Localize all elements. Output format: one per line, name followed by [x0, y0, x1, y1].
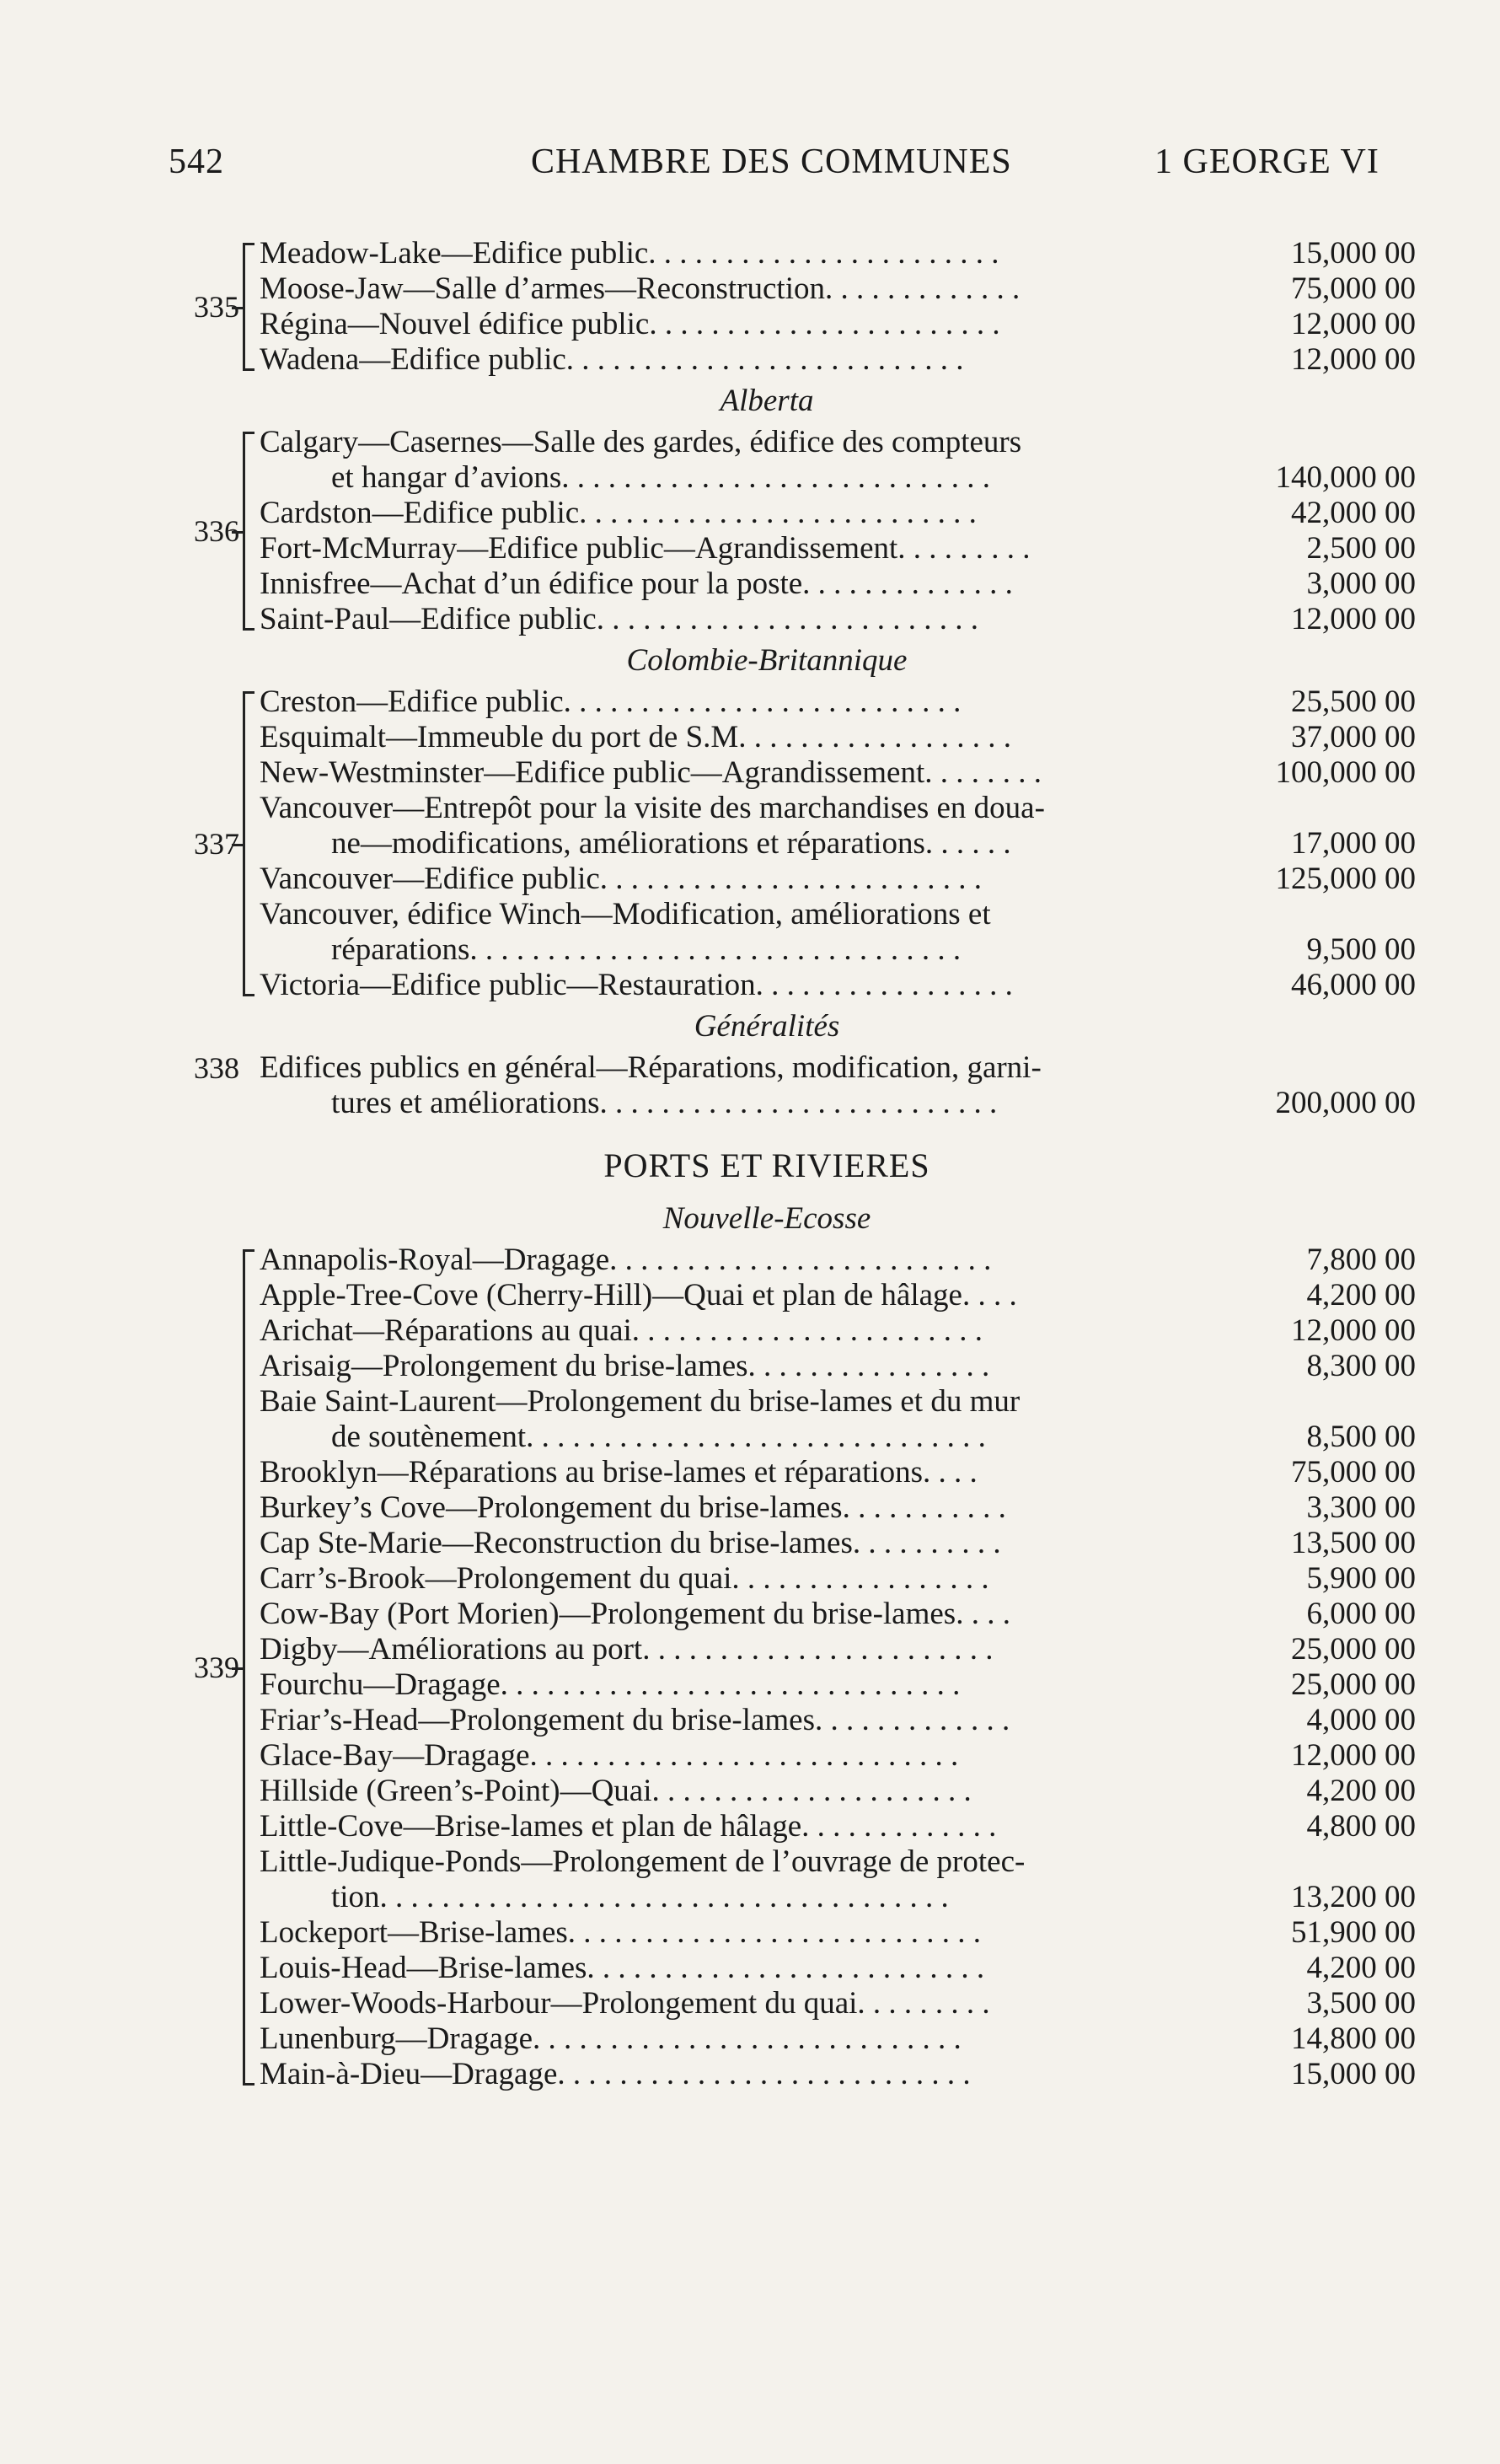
estimate-amount: 17,000 00 [1291, 826, 1416, 861]
vote-number: 339 [194, 1651, 239, 1684]
estimate-amount: 15,000 00 [1291, 236, 1416, 271]
description-line: Creston—Edifice public. . . . . . . . . . . . . . . . . . . . . . . . . . [260, 684, 962, 719]
estimate-row [0, 1455, 1500, 1490]
description-line: Baie Saint-Laurent—Prolongement du brise-lames et du mur [260, 1384, 1021, 1419]
description-line: Digby—Améliorations au port. . . . . . . . . . . . . . . . . . . . . . . [260, 1632, 994, 1667]
description-continuation: et hangar d’avions. . . . . . . . . . . . . . . . . . . . . . . . . . . . [331, 460, 991, 495]
estimate-amount: 25,500 00 [1291, 684, 1416, 719]
estimate-amount: 4,200 00 [1306, 1774, 1416, 1808]
estimate-description [260, 1050, 1212, 1121]
estimate-description [260, 1774, 1212, 1809]
description-line: Annapolis-Royal—Dragage. . . . . . . . . . . . . . . . . . . . . . . . . [260, 1243, 992, 1277]
estimate-description [260, 1278, 1212, 1313]
description-line: Lockeport—Brise-lames. . . . . . . . . . . . . . . . . . . . . . . . . . . [260, 1915, 982, 1950]
estimate-amount: 37,000 00 [1291, 720, 1416, 754]
vote-group [0, 425, 1500, 637]
vote-number: 335 [194, 290, 239, 324]
estimate-description [260, 1490, 1212, 1526]
estimate-amount: 9,500 00 [1306, 932, 1416, 967]
estimate-description [260, 1313, 1212, 1349]
estimate-row [0, 1774, 1500, 1809]
estimate-amount: 200,000 00 [1275, 1086, 1416, 1120]
subsection-heading: Colombie-Britannique [626, 643, 908, 678]
estimate-row [0, 1490, 1500, 1526]
description-line: Friar’s-Head—Prolongement du brise-lames. . . . . . . . . . . . . [260, 1703, 1010, 1737]
description-line: Brooklyn—Réparations au brise-lames et réparations. . . . [260, 1455, 978, 1490]
estimate-description [260, 862, 1212, 897]
estimate-amount: 4,800 00 [1306, 1809, 1416, 1844]
estimate-description [260, 1738, 1212, 1774]
vote-number: 336 [194, 514, 239, 548]
estimate-description [260, 236, 1212, 271]
description-continuation: tures et améliorations. . . . . . . . . . . . . . . . . . . . . . . . . . [331, 1086, 998, 1120]
estimate-amount: 125,000 00 [1275, 862, 1416, 896]
description-line: Main-à-Dieu—Dragage. . . . . . . . . . . . . . . . . . . . . . . . . . . [260, 2057, 971, 2091]
estimate-description [260, 602, 1212, 637]
description-continuation: de soutènement. . . . . . . . . . . . . . . . . . . . . . . . . . . . . . [331, 1420, 986, 1454]
brace-point [232, 307, 244, 309]
estimate-row [0, 1738, 1500, 1774]
page-header [0, 142, 1500, 192]
estimate-amount: 12,000 00 [1291, 602, 1416, 636]
estimate-row [0, 1703, 1500, 1738]
estimate-row [0, 1809, 1500, 1844]
description-line: Apple-Tree-Cove (Cherry-Hill)—Quai et plan de hâlage. . . . [260, 1278, 1017, 1313]
description-line: Vancouver—Edifice public. . . . . . . . . . . . . . . . . . . . . . . . . [260, 862, 983, 896]
estimate-description [260, 1455, 1212, 1490]
estimate-amount: 14,800 00 [1291, 2021, 1416, 2056]
description-line: Burkey’s Cove—Prolongement du brise-lames. . . . . . . . . . . [260, 1490, 1006, 1525]
estimate-amount: 25,000 00 [1291, 1632, 1416, 1667]
estimate-amount: 8,500 00 [1306, 1420, 1416, 1454]
description-line: Lunenburg—Dragage. . . . . . . . . . . . . . . . . . . . . . . . . . . . [260, 2021, 962, 2056]
estimate-description [260, 791, 1212, 862]
vote-number: 338 [194, 1051, 239, 1085]
estimate-description [260, 271, 1212, 307]
vote-group [0, 1243, 1500, 2092]
description-line: Edifices publics en général—Réparations, modification, garni- [260, 1050, 1042, 1085]
estimate-description [260, 1915, 1212, 1951]
spacer [0, 1121, 1500, 1136]
estimate-row [0, 2021, 1500, 2057]
description-line: Calgary—Casernes—Salle des gardes, édifice des compteurs [260, 425, 1022, 459]
estimate-description [260, 897, 1212, 968]
brace-point [232, 1667, 244, 1670]
brace-point [232, 844, 244, 846]
page-title: CHAMBRE DES COMMUNES [531, 142, 1012, 181]
estimate-amount: 6,000 00 [1306, 1597, 1416, 1631]
description-line: Victoria—Edifice public—Restauration. . . . . . . . . . . . . . . . . [260, 968, 1013, 1002]
description-line: Wadena—Edifice public. . . . . . . . . . . . . . . . . . . . . . . . . . [260, 342, 964, 377]
estimate-amount: 12,000 00 [1291, 342, 1416, 377]
description-line: Hillside (Green’s-Point)—Quai. . . . . . . . . . . . . . . . . . . . . [260, 1774, 972, 1808]
estimate-description [260, 755, 1212, 791]
description-continuation: réparations. . . . . . . . . . . . . . . . . . . . . . . . . . . . . . . . [331, 932, 962, 967]
page-number: 542 [169, 142, 224, 181]
description-line: Arisaig—Prolongement du brise-lames. . . . . . . . . . . . . . . . [260, 1349, 990, 1383]
estimate-description [260, 531, 1212, 566]
estimate-amount: 51,900 00 [1291, 1915, 1416, 1950]
estimate-amount: 140,000 00 [1275, 460, 1416, 495]
estimate-description [260, 720, 1212, 755]
estimate-row [0, 1384, 1500, 1455]
description-continuation: tion. . . . . . . . . . . . . . . . . . . . . . . . . . . . . . . . . . . . . [331, 1880, 949, 1914]
description-line: Lower-Woods-Harbour—Prolongement du quai. . . . . . . . . [260, 1986, 990, 2021]
estimate-amount: 100,000 00 [1275, 755, 1416, 790]
estimate-amount: 7,800 00 [1306, 1243, 1416, 1277]
estimate-row [0, 342, 1500, 378]
description-line: Carr’s-Brook—Prolongement du quai. . . . . . . . . . . . . . . . . [260, 1561, 989, 1596]
description-line: Meadow-Lake—Edifice public. . . . . . . . . . . . . . . . . . . . . . . [260, 236, 999, 271]
estimate-description [260, 1703, 1212, 1738]
brace-bracket [243, 432, 252, 631]
estimate-row [0, 684, 1500, 720]
description-line: Cow-Bay (Port Morien)—Prolongement du brise-lames. . . . [260, 1597, 1010, 1631]
estimate-description [260, 1561, 1212, 1597]
estimate-row [0, 897, 1500, 968]
estimate-description [260, 1526, 1212, 1561]
vote-group [0, 236, 1500, 378]
estimate-row [0, 1243, 1500, 1278]
estimate-description [260, 1667, 1212, 1703]
estimate-row [0, 1986, 1500, 2021]
description-line: Little-Cove—Brise-lames et plan de hâlage. . . . . . . . . . . . . [260, 1809, 997, 1844]
estimate-description [260, 1844, 1212, 1915]
estimate-description [260, 307, 1212, 342]
estimate-row [0, 566, 1500, 602]
estimate-row [0, 755, 1500, 791]
estimate-amount: 75,000 00 [1291, 271, 1416, 306]
estimate-amount: 8,300 00 [1306, 1349, 1416, 1383]
brace-bracket [243, 243, 252, 371]
estimate-description [260, 1632, 1212, 1667]
description-line: Arichat—Réparations au quai. . . . . . . . . . . . . . . . . . . . . . . [260, 1313, 983, 1348]
section-heading: PORTS ET RIVIERES [603, 1146, 930, 1184]
estimate-row [0, 602, 1500, 637]
estimate-row [0, 1349, 1500, 1384]
description-line: New-Westminster—Edifice public—Agrandissement. . . . . . . . [260, 755, 1042, 790]
estimate-amount: 42,000 00 [1291, 496, 1416, 530]
description-line: Fourchu—Dragage. . . . . . . . . . . . . . . . . . . . . . . . . . . . . . [260, 1667, 961, 1702]
description-line: Glace-Bay—Dragage. . . . . . . . . . . . . . . . . . . . . . . . . . . . [260, 1738, 959, 1773]
description-continuation: ne—modifications, améliorations et réparations. . . . . . [331, 826, 1011, 861]
description-line: Fort-McMurray—Edifice public—Agrandissement. . . . . . . . . [260, 531, 1031, 566]
brace-bracket [243, 1249, 252, 2086]
estimate-row [0, 1951, 1500, 1986]
estimate-row [0, 1597, 1500, 1632]
estimate-row [0, 2057, 1500, 2092]
estimate-description [260, 425, 1212, 496]
subsection-heading: Alberta [720, 384, 814, 418]
estimate-amount: 12,000 00 [1291, 307, 1416, 341]
description-line: Moose-Jaw—Salle d’armes—Reconstruction. . . . . . . . . . . . . [260, 271, 1021, 306]
estimate-description [260, 496, 1212, 531]
description-line: Vancouver—Entrepôt pour la visite des marchandises en doua- [260, 791, 1045, 825]
description-line: Saint-Paul—Edifice public. . . . . . . . . . . . . . . . . . . . . . . . . [260, 602, 978, 636]
estimate-description [260, 1986, 1212, 2021]
vote-group [0, 684, 1500, 1003]
estimate-description [260, 1349, 1212, 1384]
estimate-amount: 13,500 00 [1291, 1526, 1416, 1560]
description-line: Innisfree—Achat d’un édifice pour la poste. . . . . . . . . . . . . . [260, 566, 1013, 601]
estimate-row [0, 968, 1500, 1003]
description-line: Vancouver, édifice Winch—Modification, améliorations et [260, 897, 991, 931]
estimate-amount: 25,000 00 [1291, 1667, 1416, 1702]
estimate-row [0, 236, 1500, 271]
vote-group [0, 1050, 1500, 1121]
brace-bracket [243, 691, 252, 996]
estimate-row [0, 720, 1500, 755]
estimate-description [260, 342, 1212, 378]
estimate-amount: 3,300 00 [1306, 1490, 1416, 1525]
session-year: 1 GEORGE VI [1154, 142, 1379, 181]
estimate-row [0, 1526, 1500, 1561]
estimate-amount: 4,000 00 [1306, 1703, 1416, 1737]
estimate-amount: 46,000 00 [1291, 968, 1416, 1002]
estimate-description [260, 1243, 1212, 1278]
estimate-description [260, 684, 1212, 720]
estimate-row [0, 425, 1500, 496]
estimate-row [0, 1278, 1500, 1313]
estimate-row [0, 1313, 1500, 1349]
estimate-description [260, 1384, 1212, 1455]
subsection-heading: Généralités [694, 1009, 840, 1044]
description-line: Little-Judique-Ponds—Prolongement de l’ouvrage de protec- [260, 1844, 1026, 1879]
estimate-amount: 75,000 00 [1291, 1455, 1416, 1490]
estimate-amount: 3,500 00 [1306, 1986, 1416, 2021]
description-line: Louis-Head—Brise-lames. . . . . . . . . . . . . . . . . . . . . . . . . . [260, 1951, 985, 1985]
estimate-row [0, 1844, 1500, 1915]
estimate-description [260, 566, 1212, 602]
estimate-amount: 3,000 00 [1306, 566, 1416, 601]
estimate-amount: 15,000 00 [1291, 2057, 1416, 2091]
estimate-description [260, 1597, 1212, 1632]
estimate-description [260, 1809, 1212, 1844]
brace-point [232, 531, 244, 534]
estimates-list [0, 236, 1500, 2092]
estimate-description [260, 2021, 1212, 2057]
estimate-amount: 4,200 00 [1306, 1278, 1416, 1313]
estimate-amount: 13,200 00 [1291, 1880, 1416, 1914]
estimate-row [0, 1915, 1500, 1951]
estimate-description [260, 2057, 1212, 2092]
estimate-description [260, 1951, 1212, 1986]
estimate-amount: 4,200 00 [1306, 1951, 1416, 1985]
subsection-heading: Nouvelle-Ecosse [662, 1201, 871, 1236]
description-line: Esquimalt—Immeuble du port de S.M. . . . . . . . . . . . . . . . . . [260, 720, 1012, 754]
estimate-amount: 5,900 00 [1306, 1561, 1416, 1596]
estimate-row [0, 1561, 1500, 1597]
description-line: Régina—Nouvel édifice public. . . . . . . . . . . . . . . . . . . . . . . [260, 307, 1000, 341]
description-line: Cap Ste-Marie—Reconstruction du brise-lames. . . . . . . . . . [260, 1526, 1001, 1560]
estimate-amount: 2,500 00 [1306, 531, 1416, 566]
description-line: Cardston—Edifice public. . . . . . . . . . . . . . . . . . . . . . . . . . [260, 496, 977, 530]
estimate-row [0, 862, 1500, 897]
estimate-amount: 12,000 00 [1291, 1313, 1416, 1348]
estimate-amount: 12,000 00 [1291, 1738, 1416, 1773]
vote-number: 337 [194, 827, 239, 861]
estimate-description [260, 968, 1212, 1003]
